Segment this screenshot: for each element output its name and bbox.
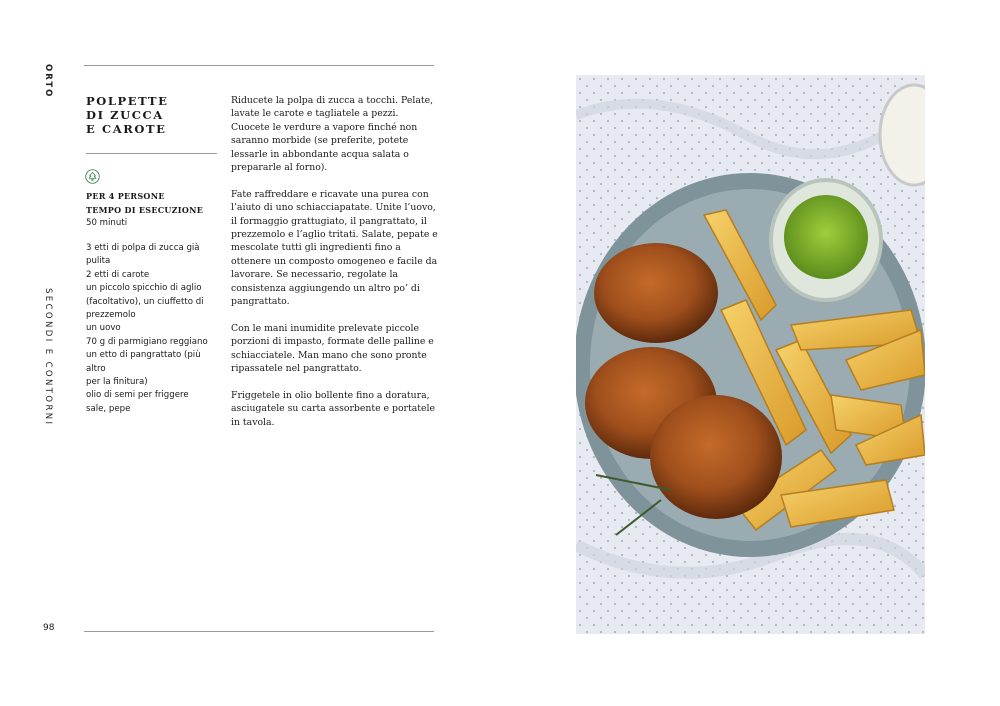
- time-value: 50 minuti: [86, 218, 128, 228]
- method-paragraph: Fate raffreddare e ricavate una purea con l’aiuto di uno schiacciapatate. Unite l’uovo, il formaggio grattugiato, il pangrattato, il prezzemolo e l’aglio tritati. Salate, pepate e mescolate tutti gli ingredienti fino a ottenere un composto omogeneo e facile da lavorare. Se necessario, regolate la consistenza aggiungendo un altro po’ di pangrattato.: [231, 188, 438, 308]
- bottom-rule: [84, 631, 434, 632]
- time-label: TEMPO DI ESECUZIONE: [86, 205, 204, 215]
- ingredient-item: 3 etti di polpa di zucca già pulita: [86, 243, 200, 267]
- ingredient-item: prezzemolo: [86, 310, 136, 321]
- ingredient-item: un etto di pangrattato (più altro: [86, 350, 201, 374]
- ingredient-item: per la finitura): [86, 377, 148, 388]
- leaf-badge-icon: [85, 169, 100, 184]
- food-photo: [576, 75, 925, 634]
- category-tag: SECONDI E CONTORNI: [43, 288, 53, 427]
- serves-label: PER 4 PERSONE: [86, 191, 165, 201]
- method-paragraph: Con le mani inumidite prelevate piccole porzioni di impasto, formate delle palline e schiacciatele. Man mano che sono pronte ripassatele nel pangrattato.: [231, 322, 434, 375]
- title-rule: [86, 153, 217, 154]
- method-paragraph: Riducete la polpa di zucca a tocchi. Pelate, lavate le carote e tagliatele a pezzi. Cuocete le verdure a vapore finché non saranno morbide (se preferite, potete lessarle in abbondante acqua salata o prepararle al forno).: [231, 95, 434, 174]
- ingredient-item: 2 etti di carote: [86, 269, 150, 280]
- top-rule: [84, 65, 434, 66]
- method-text: [231, 94, 439, 443]
- page-number: 98: [43, 623, 55, 633]
- ingredient-item: olio di semi per friggere: [86, 390, 189, 401]
- ingredient-item: un piccolo spicchio di aglio: [86, 283, 202, 294]
- ingredient-item: sale, pepe: [86, 403, 131, 414]
- ingredient-item: 70 g di parmigiano reggiano: [86, 336, 208, 347]
- ingredient-item: (facoltativo), un ciuffetto di: [86, 296, 204, 307]
- section-tag: ORTO: [43, 64, 53, 99]
- ingredient-list: [86, 242, 221, 416]
- ingredient-item: un uovo: [86, 323, 121, 334]
- method-paragraph: Friggetele in olio bollente fino a doratura, asciugatele su carta assorbente e portatele in tavola.: [231, 389, 435, 428]
- recipe-title: POLPETTE DI ZUCCA E CAROTE: [86, 94, 169, 136]
